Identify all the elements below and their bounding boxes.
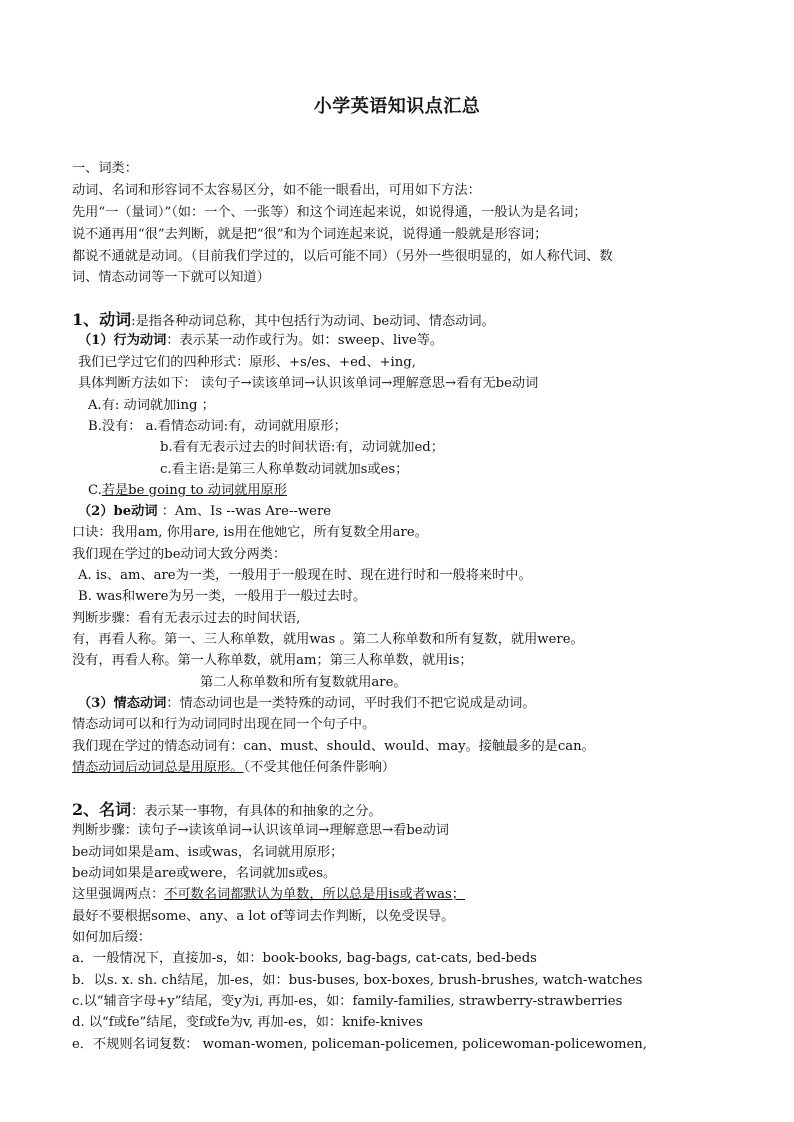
noun-line-5: 如何加后缀：: [72, 930, 152, 945]
verb-heading-text: :是指各种动词总称，其中包括行为动词、be动词、情态动词。: [131, 314, 495, 329]
intro-line-4: 都说不通就是动词。（目前我们学过的，以后可能不同）（另外一些很明显的，如人称代词、数: [72, 249, 613, 264]
verb-rule-a: A.有: 动词就加ing ；: [88, 398, 215, 413]
intro-line-2: 先用“一（量词）”（如：一个、一张等）和这个词连起来说，如说得通，一般认为是名词；: [72, 205, 587, 220]
intro-line-3: 说不通再用“很”去判断，就是把“很”和为个词连起来说，说得通一般就是形容词；: [72, 227, 548, 242]
verb-heading-word: 动词: [99, 310, 132, 329]
noun-line-4: 最好不要根据some、any、a lot of等词去作判断，以免受误导。: [72, 909, 455, 924]
verb-rule-b3: c.看主语:是第三人称单数动词就加s或es；: [160, 462, 409, 477]
noun-line-1: be动词如果是am、is或was，名词就用原形；: [72, 845, 344, 860]
verb-sub2: [78, 501, 331, 522]
verb-steps: 判断步骤：看有无表示过去的时间状语,: [72, 611, 301, 626]
verb-sub3-text: ：情态动词也是一类特殊的动词，平时我们不把它说成是动词。: [166, 696, 536, 711]
noun-heading-word: 名词: [99, 800, 132, 819]
noun-rule-c: c.以“辅音字母+y”结尾，变y为i, 再加-es，如：family-families, strawberry-strawberries: [72, 994, 623, 1009]
verb-rule-c-text: 若是be going to 动词就用原形: [101, 483, 287, 498]
verb-rule-b1: B.没有： a.看情态动词:有，动词就用原形；: [88, 419, 347, 434]
intro-line-5: 词、情态动词等一下就可以知道）: [72, 270, 270, 285]
verb-heading: [72, 309, 495, 332]
verb-no: 没有，再看人称。第一人称单数，就用am；第三人称单数，就用is；: [72, 653, 473, 668]
verb-modal-3: [72, 757, 395, 778]
noun-rule-d: d. 以“f或fe”结尾，变f或fe为v, 再加-es，如：knife-knives: [72, 1015, 423, 1030]
noun-rule-b: b．以s. x. sh. ch结尾，加-es，如：bus-buses, box-boxes, brush-brushes, watch-watches: [72, 973, 643, 988]
verb-category-b: B. was和were为另一类，一般用于一般过去时。: [78, 589, 367, 604]
verb-categories: 我们现在学过的be动词大致分两类：: [72, 547, 287, 562]
verb-rhyme: 口诀：我用am, 你用are, is用在他她它，所有复数全用are。: [72, 525, 428, 540]
verb-method: 具体判断方法如下： 读句子→读该单词→认识该单词→理解意思→看有无be动词: [78, 376, 539, 391]
intro-heading: 一、词类：: [72, 161, 138, 176]
verb-heading-number: 1、: [72, 310, 100, 329]
verb-modal-1: 情态动词可以和行为动词同时出现在同一个句子中。: [72, 717, 376, 732]
noun-steps: 判断步骤：读句子→读该单词→认识该单词→理解意思→看be动词: [72, 823, 449, 838]
noun-line-2: be动词如果是are或were，名词就加s或es。: [72, 866, 337, 881]
verb-category-a: A. is、am、are为一类，一般用于一般现在时、现在进行时和一般将来时中。: [78, 568, 532, 583]
verb-modal-3-underlined: 情态动词后动词总是用原形。: [72, 760, 244, 775]
verb-forms: 我们已学过它们的四种形式：原形、+s/es、+ed、+ing,: [78, 355, 416, 370]
noun-line-3: [72, 884, 465, 905]
noun-heading-text: ：表示某一事物，有具体的和抽象的之分。: [131, 804, 382, 819]
verb-sub1-label: （1）行为动词: [78, 333, 167, 348]
verb-yes: 有，再看人称。第一、三人称单数，就用was 。第二人称单数和所有复数，就用were。: [72, 632, 584, 647]
verb-no-2: 第二人称单数和所有复数就用are。: [200, 675, 407, 690]
verb-modal-2: 我们现在学过的情态动词有：can、must、should、would、may。接触最多的是can。: [72, 739, 595, 754]
noun-heading-number: 2、: [72, 800, 100, 819]
verb-sub3: [78, 693, 536, 714]
verb-rule-c-prefix: C.: [88, 483, 102, 498]
page-title: 小学英语知识点汇总: [313, 96, 481, 117]
noun-heading: [72, 799, 382, 822]
verb-modal-3-text: （不受其他任何条件影响）: [243, 760, 396, 775]
verb-rule-c: [88, 480, 287, 501]
noun-line-3-underlined: 不可数名词都默认为单数，所以总是用is或者was；: [164, 887, 465, 902]
verb-sub2-label: （2）be动词: [78, 504, 158, 519]
intro-line-1: 动词、名词和形容词不太容易区分，如不能一眼看出，可用如下方法：: [72, 183, 481, 198]
verb-sub2-text: ：Am、Is --was Are--were: [157, 504, 332, 519]
noun-rule-a: a．一般情况下，直接加-s，如：book-books, bag-bags, cat-cats, bed-beds: [72, 951, 537, 966]
verb-sub3-label: （3）情态动词: [78, 696, 167, 711]
verb-sub1-text: ：表示某一动作或行为。如：sweep、live等。: [166, 333, 444, 348]
verb-sub1: [78, 330, 443, 351]
noun-line-3-prefix: 这里强调两点：: [72, 887, 165, 902]
noun-rule-e: e．不规则名词复数： woman-women, policeman-policemen, policewoman-policewomen,: [72, 1037, 647, 1052]
verb-rule-b2: b.看有无表示过去的时间状语:有，动词就加ed；: [160, 440, 444, 455]
